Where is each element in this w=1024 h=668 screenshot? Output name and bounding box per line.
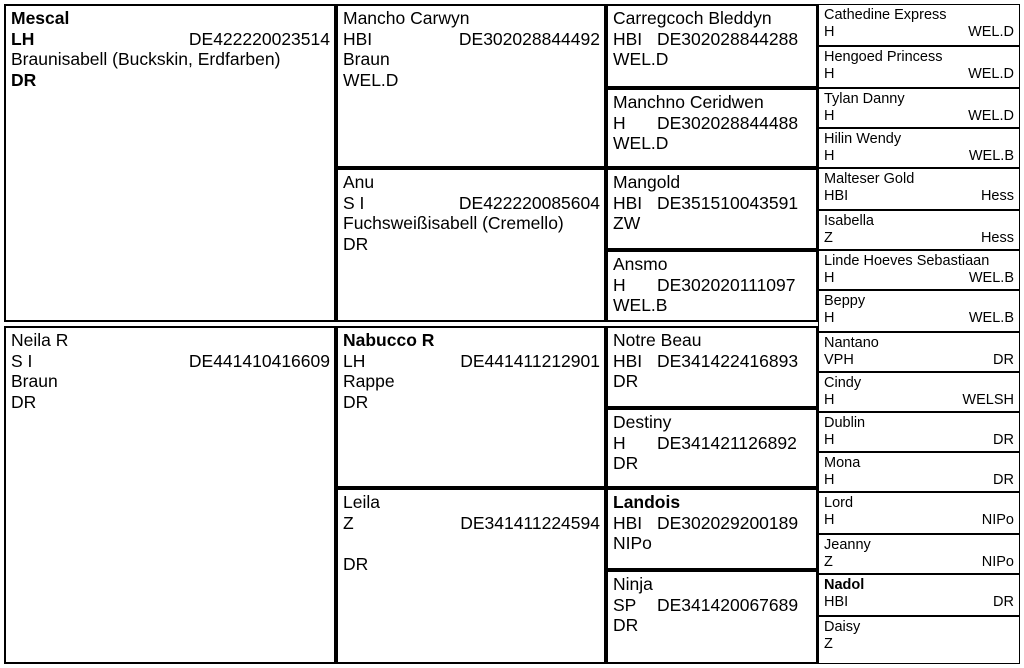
horse-breed: DR — [11, 69, 37, 90]
pedigree-cell — [818, 250, 1020, 290]
generation-2-column — [336, 0, 606, 668]
horse-name: Nantano — [824, 335, 879, 351]
horse-name: Malteser Gold — [824, 171, 915, 187]
horse-breed: DR — [993, 352, 1014, 369]
horse-code: LH — [343, 350, 366, 371]
horse-code: Z — [824, 636, 833, 653]
pedigree-cell — [818, 210, 1020, 250]
horse-breed: NIPo — [981, 554, 1014, 571]
horse-code: SP — [613, 594, 637, 615]
horse-code: HBI — [613, 512, 643, 533]
horse-color: Braun — [11, 371, 58, 392]
horse-breed: WEL.D — [343, 69, 399, 90]
horse-code: HBI — [613, 350, 643, 371]
horse-name: Isabella — [824, 213, 874, 229]
pedigree-cell — [818, 46, 1020, 88]
horse-color: Braun — [343, 49, 390, 70]
horse-breed: ZW — [613, 213, 641, 234]
horse-name: Cindy — [824, 375, 862, 391]
horse-code: Z — [343, 512, 354, 533]
horse-breed: DR — [613, 615, 639, 636]
horse-breed: WEL.B — [968, 270, 1014, 287]
horse-breed: DR — [993, 594, 1014, 611]
horse-code: H — [824, 148, 835, 165]
horse-name: Jeanny — [824, 537, 871, 553]
horse-breed: Hess — [980, 188, 1014, 205]
horse-color: Fuchsweißisabell (Cremello) — [343, 213, 564, 234]
horse-name: Nadol — [824, 577, 865, 593]
pedigree-cell — [336, 326, 606, 488]
pedigree-cell — [818, 88, 1020, 128]
horse-name: Cathedine Express — [824, 7, 947, 23]
horse-code: H — [824, 270, 835, 287]
horse-id: DE302028844492 — [458, 28, 600, 49]
horse-id: DE341422416893 — [657, 350, 799, 371]
horse-breed: WEL.B — [613, 295, 668, 316]
horse-breed: WEL.D — [968, 108, 1014, 125]
pedigree-cell-dam — [4, 326, 336, 664]
horse-breed: WEL.D — [613, 49, 669, 70]
horse-breed: WEL.D — [613, 133, 669, 154]
horse-breed: NIPo — [981, 512, 1014, 529]
pedigree-cell — [818, 168, 1020, 210]
horse-color — [343, 533, 600, 554]
horse-id: DE422220085604 — [458, 192, 600, 213]
pedigree-cell — [818, 372, 1020, 412]
horse-name: Tylan Danny — [824, 91, 905, 107]
horse-code: H — [824, 472, 835, 489]
horse-id: DE302028844288 — [657, 28, 799, 49]
horse-breed: NIPo — [613, 533, 652, 554]
horse-breed: WEL.D — [968, 24, 1014, 41]
horse-name: Mangold — [613, 172, 681, 192]
horse-breed: DR — [613, 453, 639, 474]
horse-code: VPH — [824, 352, 854, 369]
horse-breed: WEL.B — [968, 310, 1014, 327]
horse-breed: DR — [343, 553, 369, 574]
horse-name: Landois — [613, 492, 681, 512]
horse-code: LH — [11, 28, 35, 49]
horse-id: DE302029200189 — [657, 512, 799, 533]
horse-breed: WEL.B — [968, 148, 1014, 165]
horse-id: DE341421126892 — [657, 432, 797, 453]
horse-id: DE341420067689 — [657, 594, 799, 615]
horse-code: S I — [11, 350, 33, 371]
pedigree-cell — [606, 570, 818, 664]
pedigree-cell — [818, 4, 1020, 46]
horse-name: Mona — [824, 455, 861, 471]
horse-breed: DR — [993, 472, 1014, 489]
horse-breed: DR — [343, 391, 369, 412]
horse-code: H — [824, 24, 835, 41]
horse-code: H — [824, 66, 835, 83]
horse-name: Nabucco R — [343, 330, 435, 350]
horse-code: H — [824, 310, 835, 327]
pedigree-cell — [818, 128, 1020, 168]
horse-name: Beppy — [824, 293, 866, 309]
pedigree-cell — [818, 452, 1020, 492]
horse-name: Daisy — [824, 619, 861, 635]
horse-breed: WELSH — [962, 392, 1014, 409]
horse-id: DE441410416609 — [188, 350, 330, 371]
pedigree-cell — [336, 168, 606, 322]
horse-name: Notre Beau — [613, 330, 702, 350]
horse-name: Lord — [824, 495, 854, 511]
pedigree-cell — [818, 290, 1020, 332]
horse-name: Linde Hoeves Sebastiaan — [824, 253, 990, 269]
horse-id: DE302028844488 — [657, 112, 799, 133]
pedigree-cell — [606, 408, 818, 488]
horse-code: Z — [824, 554, 833, 571]
pedigree-cell — [606, 168, 818, 250]
horse-name: Destiny — [613, 412, 672, 432]
horse-name: Mancho Carwyn — [343, 8, 470, 28]
pedigree-cell — [336, 4, 606, 168]
horse-name: Manchno Ceridwen — [613, 92, 764, 112]
pedigree-cell — [818, 616, 1020, 664]
horse-breed: DR — [343, 233, 369, 254]
horse-name: Ansmo — [613, 254, 668, 274]
horse-breed: Hess — [980, 230, 1014, 247]
horse-code: H — [613, 112, 626, 133]
generation-1-column — [4, 0, 336, 668]
generation-4-column — [818, 0, 1020, 668]
pedigree-cell — [818, 412, 1020, 452]
pedigree-cell — [818, 332, 1020, 372]
horse-color: Braunisabell (Buckskin, Erdfarben) — [11, 49, 281, 70]
horse-code: H — [613, 432, 626, 453]
horse-color: Rappe — [343, 371, 395, 392]
horse-name: Carregcoch Bleddyn — [613, 8, 772, 28]
pedigree-cell — [606, 326, 818, 408]
horse-name: Ninja — [613, 574, 653, 594]
pedigree-cell — [606, 4, 818, 88]
horse-name: Leila — [343, 492, 380, 512]
horse-code: HBI — [824, 188, 849, 205]
horse-id: DE341411224594 — [460, 512, 600, 533]
horse-code: HBI — [613, 192, 643, 213]
horse-breed: DR — [11, 391, 37, 412]
horse-code: HBI — [824, 594, 849, 611]
pedigree-cell — [818, 492, 1020, 534]
horse-code: Z — [824, 230, 833, 247]
horse-code: H — [824, 432, 835, 449]
horse-code: HBI — [613, 28, 643, 49]
horse-breed: DR — [613, 371, 639, 392]
pedigree-cell-subject — [4, 4, 336, 322]
horse-code: H — [824, 108, 835, 125]
horse-name: Dublin — [824, 415, 866, 431]
pedigree-cell — [818, 574, 1020, 616]
horse-name: Hilin Wendy — [824, 131, 902, 147]
generation-3-column — [606, 0, 818, 668]
horse-breed: DR — [993, 432, 1014, 449]
horse-id: DE441411212901 — [460, 350, 600, 371]
horse-id: DE351510043591 — [657, 192, 799, 213]
pedigree-cell — [336, 488, 606, 664]
horse-id: DE302020111097 — [657, 274, 796, 295]
horse-code: H — [824, 512, 835, 529]
pedigree-cell — [606, 250, 818, 322]
horse-code: H — [613, 274, 626, 295]
pedigree-cell — [818, 534, 1020, 574]
pedigree-cell — [606, 88, 818, 168]
horse-code: S I — [343, 192, 365, 213]
horse-breed: WEL.D — [968, 66, 1014, 83]
horse-name: Mescal — [11, 8, 70, 28]
horse-name: Hengoed Princess — [824, 49, 943, 65]
horse-code: HBI — [343, 28, 373, 49]
horse-name: Anu — [343, 172, 375, 192]
pedigree-cell — [606, 488, 818, 570]
horse-id: DE422220023514 — [188, 28, 330, 49]
horse-code: H — [824, 392, 835, 409]
horse-name: Neila R — [11, 330, 69, 350]
